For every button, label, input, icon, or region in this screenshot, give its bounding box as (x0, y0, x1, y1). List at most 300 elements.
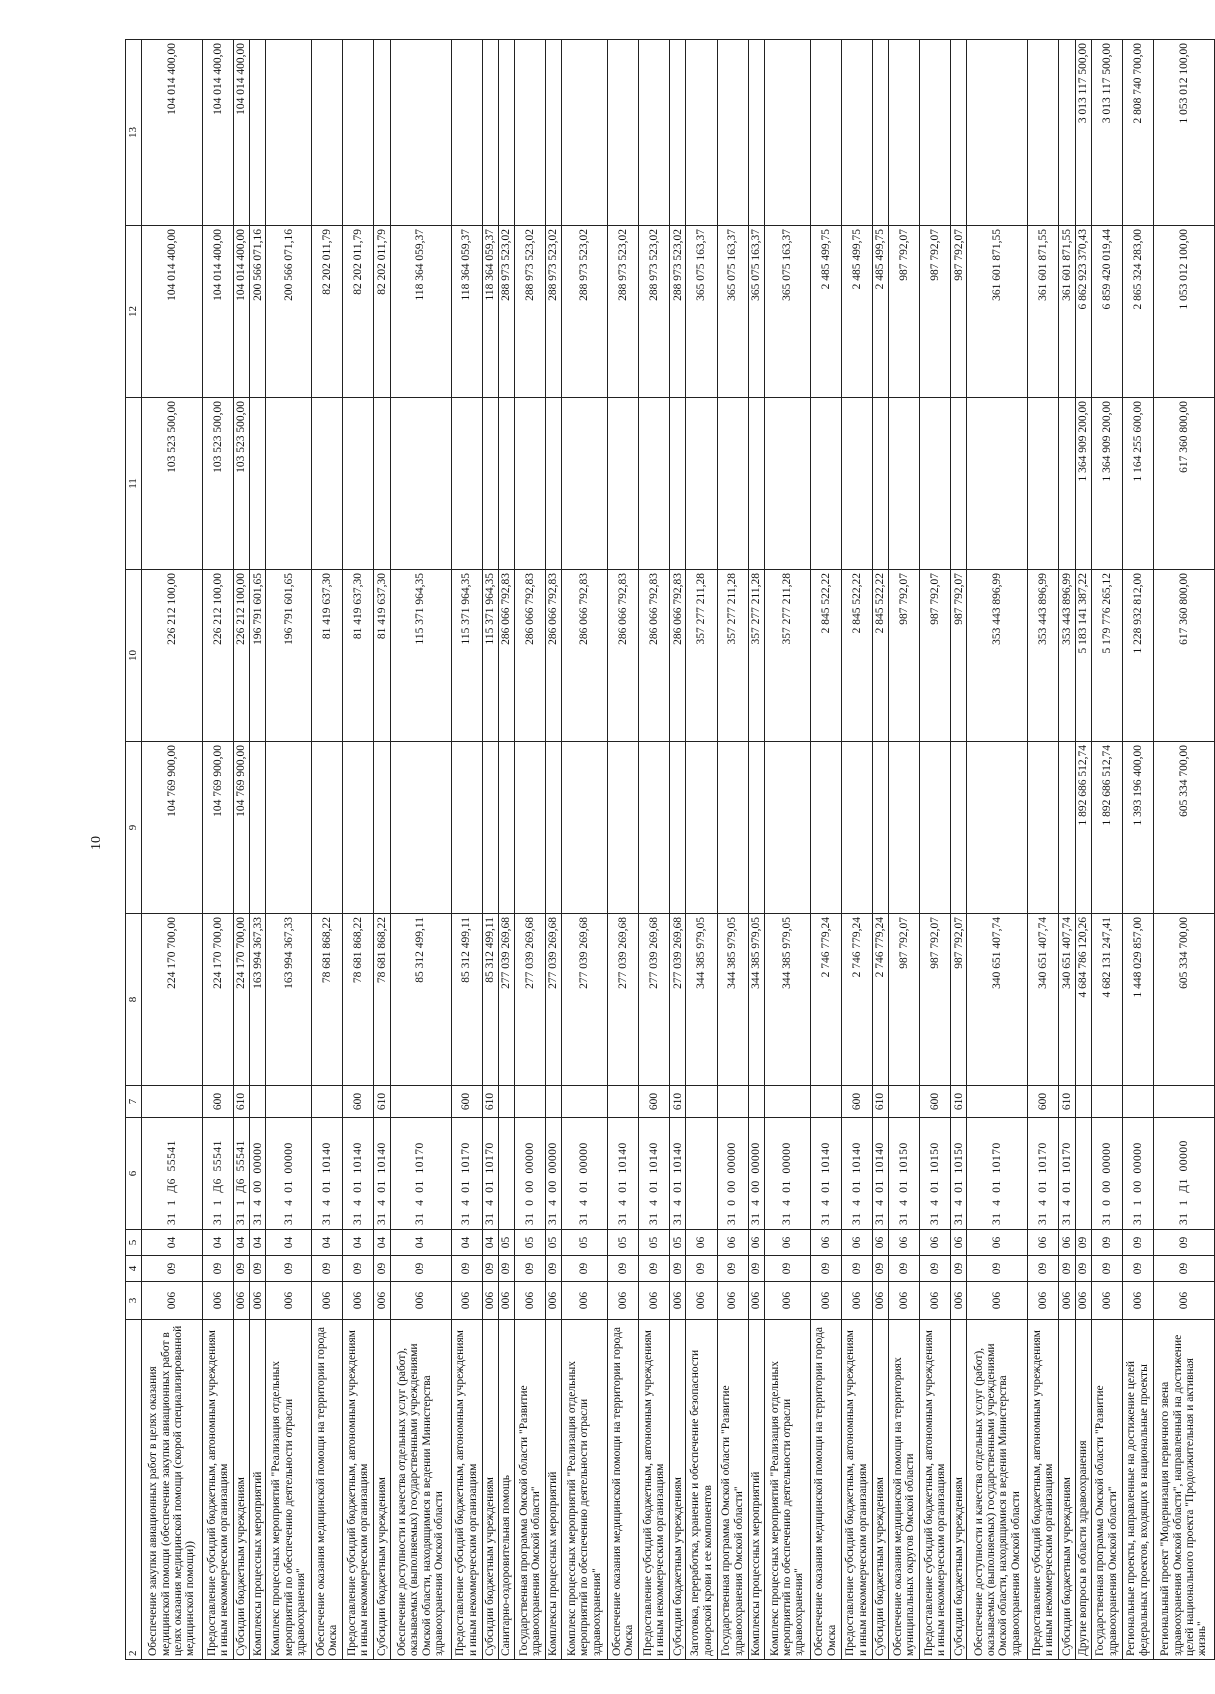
cell-subsection: 06 (717, 1230, 748, 1256)
table-row (967, 40, 1028, 1660)
header-col-8: 8 (126, 914, 142, 1086)
cell-section: 09 (514, 1256, 545, 1282)
cell-ministry-code: 006 (686, 1282, 717, 1320)
cell-subsection: 04 (142, 1230, 203, 1256)
cell-ministry-code: 006 (764, 1282, 810, 1320)
cell-expense-type (686, 1086, 717, 1118)
cell-amount-col-11: 103 523 500,00 (142, 398, 203, 570)
cell-amount-col-8: 163 994 367,33 (250, 914, 266, 1086)
cell-amount-col-11: 1 164 255 600,00 (1122, 398, 1153, 570)
cell-amount-col-11 (312, 398, 343, 570)
cell-amount-col-10: 81 419 637,30 (312, 570, 343, 742)
cell-amount-col-11: 1 364 909 200,00 (1091, 398, 1122, 570)
cell-amount-col-11 (748, 398, 764, 570)
row-name: Предоставление субсидий бюджетным, автономным учреждениям и иным некоммерческим организациям (343, 1320, 374, 1660)
cell-target-article: 31 4 01 10140 (810, 1118, 841, 1230)
cell-expense-type: 610 (670, 1086, 686, 1118)
cell-section: 09 (546, 1256, 562, 1282)
cell-ministry-code: 006 (546, 1282, 562, 1320)
cell-amount-col-9: 1 393 196 400,00 (1122, 742, 1153, 914)
cell-amount-col-8: 987 792,07 (889, 914, 920, 1086)
table-row (872, 40, 888, 1660)
cell-amount-col-9 (451, 742, 482, 914)
cell-amount-col-10: 987 792,07 (889, 570, 920, 742)
cell-section: 09 (1153, 1256, 1214, 1282)
cell-expense-type (717, 1086, 748, 1118)
cell-amount-col-13: 1 053 012 100,00 (1153, 40, 1214, 226)
row-name: Комплекс процессных мероприятий "Реализация отдельных мероприятий по обеспечению деятельности отрасли здравоохранения" (562, 1320, 608, 1660)
cell-amount-col-9 (967, 742, 1028, 914)
cell-ministry-code: 006 (1075, 1282, 1091, 1320)
cell-subsection: 05 (670, 1230, 686, 1256)
header-col-5: 5 (126, 1230, 142, 1256)
cell-section: 09 (841, 1256, 872, 1282)
cell-amount-col-8: 277 039 269,68 (546, 914, 562, 1086)
cell-subsection: 06 (1028, 1230, 1059, 1256)
cell-section: 09 (390, 1256, 451, 1282)
cell-amount-col-12: 104 014 400,00 (142, 226, 203, 398)
cell-section: 09 (374, 1256, 390, 1282)
table-row (670, 40, 686, 1660)
cell-amount-col-10: 2 845 522,22 (841, 570, 872, 742)
header-row (126, 40, 142, 1660)
cell-subsection: 09 (1153, 1230, 1214, 1256)
cell-amount-col-11 (717, 398, 748, 570)
cell-amount-col-8: 344 385 979,05 (717, 914, 748, 1086)
cell-ministry-code: 006 (951, 1282, 967, 1320)
table-row (250, 40, 266, 1660)
cell-amount-col-8: 344 385 979,05 (686, 914, 717, 1086)
table-row (266, 40, 312, 1660)
cell-expense-type (1153, 1086, 1214, 1118)
cell-amount-col-12: 987 792,07 (920, 226, 951, 398)
cell-target-article: 31 0 00 00000 (1091, 1118, 1122, 1230)
cell-amount-col-8: 987 792,07 (951, 914, 967, 1086)
cell-amount-col-10: 196 791 601,65 (250, 570, 266, 742)
cell-amount-col-11 (920, 398, 951, 570)
cell-target-article (1075, 1118, 1091, 1230)
header-col-6: 6 (126, 1118, 142, 1230)
row-name: Предоставление субсидий бюджетным, автономным учреждениям и иным некоммерческим организациям (451, 1320, 482, 1660)
cell-amount-col-12: 365 075 163,37 (717, 226, 748, 398)
cell-amount-col-12: 987 792,07 (889, 226, 920, 398)
cell-ministry-code: 006 (1122, 1282, 1153, 1320)
header-col-10: 10 (126, 570, 142, 742)
cell-amount-col-11 (451, 398, 482, 570)
cell-amount-col-13 (514, 40, 545, 226)
cell-amount-col-8: 277 039 269,68 (608, 914, 639, 1086)
cell-section: 09 (250, 1256, 266, 1282)
header-col-12: 12 (126, 226, 142, 398)
cell-subsection: 04 (451, 1230, 482, 1256)
cell-amount-col-12: 118 364 059,37 (482, 226, 498, 398)
row-name: Субсидии бюджетным учреждениям (374, 1320, 390, 1660)
cell-amount-col-10: 81 419 637,30 (374, 570, 390, 742)
cell-amount-col-9 (872, 742, 888, 914)
cell-ministry-code: 006 (482, 1282, 498, 1320)
cell-target-article: 31 4 01 10150 (889, 1118, 920, 1230)
cell-section: 09 (1028, 1256, 1059, 1282)
cell-section: 09 (343, 1256, 374, 1282)
cell-subsection: 05 (562, 1230, 608, 1256)
cell-amount-col-12: 104 014 400,00 (234, 226, 250, 398)
cell-amount-col-10: 617 360 800,00 (1153, 570, 1214, 742)
cell-amount-col-12: 365 075 163,37 (748, 226, 764, 398)
cell-expense-type (967, 1086, 1028, 1118)
cell-amount-col-9 (312, 742, 343, 914)
cell-section: 09 (312, 1256, 343, 1282)
cell-amount-col-12: 288 973 523,02 (608, 226, 639, 398)
row-name: Государственная программа Омской области "Развитие здравоохранения Омской области" (1091, 1320, 1122, 1660)
cell-amount-col-12: 361 601 871,55 (1028, 226, 1059, 398)
cell-amount-col-13 (686, 40, 717, 226)
row-name: Предоставление субсидий бюджетным, автономным учреждениям и иным некоммерческим организациям (920, 1320, 951, 1660)
cell-amount-col-8: 4 682 131 247,41 (1091, 914, 1122, 1086)
header-col-2: 2 (126, 1320, 142, 1660)
cell-amount-col-12: 288 973 523,02 (514, 226, 545, 398)
cell-amount-col-8: 224 170 700,00 (202, 914, 233, 1086)
cell-expense-type: 600 (841, 1086, 872, 1118)
row-name: Субсидии бюджетным учреждениям (872, 1320, 888, 1660)
cell-section: 09 (920, 1256, 951, 1282)
cell-ministry-code: 006 (967, 1282, 1028, 1320)
cell-amount-col-10: 2 845 522,22 (872, 570, 888, 742)
table-row (1091, 40, 1122, 1660)
cell-section: 09 (608, 1256, 639, 1282)
page-number: 10 (89, 836, 104, 850)
cell-subsection: 06 (1059, 1230, 1075, 1256)
cell-section: 09 (1075, 1256, 1091, 1282)
cell-expense-type (608, 1086, 639, 1118)
cell-amount-col-12: 1 053 012 100,00 (1153, 226, 1214, 398)
cell-section: 09 (1059, 1256, 1075, 1282)
cell-target-article: 31 4 01 10170 (390, 1118, 451, 1230)
table-row (343, 40, 374, 1660)
cell-amount-col-12: 82 202 011,79 (374, 226, 390, 398)
row-name: Обеспечение оказания медицинской помощи на территориях муниципальных округов Омской области (889, 1320, 920, 1660)
cell-amount-col-12: 118 364 059,37 (451, 226, 482, 398)
cell-ministry-code: 006 (1153, 1282, 1214, 1320)
cell-amount-col-8: 4 684 786 120,26 (1075, 914, 1091, 1086)
cell-amount-col-12: 361 601 871,55 (1059, 226, 1075, 398)
row-name: Региональный проект "Модернизация первичного звена здравоохранения Омской области", направленный на достижение целей национального проекта "Продолжительная и активная жизнь" (1153, 1320, 1214, 1660)
cell-subsection: 04 (266, 1230, 312, 1256)
cell-target-article: 31 4 01 10170 (1059, 1118, 1075, 1230)
cell-amount-col-13 (343, 40, 374, 226)
cell-amount-col-13: 2 808 740 700,00 (1122, 40, 1153, 226)
cell-ministry-code: 006 (748, 1282, 764, 1320)
cell-expense-type: 600 (451, 1086, 482, 1118)
header-col-4: 4 (126, 1256, 142, 1282)
cell-amount-col-13 (1059, 40, 1075, 226)
table-body (142, 40, 1215, 1660)
cell-amount-col-8: 2 746 779,24 (872, 914, 888, 1086)
cell-expense-type (1122, 1086, 1153, 1118)
row-name: Обеспечение доступности и качества отдельных услуг (работ), оказываемых (выполняемых) государственными учреждениями Омской области, находящимися в ведении Министерства здравоохранения Омской области (967, 1320, 1028, 1660)
cell-amount-col-12: 288 973 523,02 (546, 226, 562, 398)
cell-expense-type (142, 1086, 203, 1118)
cell-target-article: 31 1 00 00000 (1122, 1118, 1153, 1230)
cell-section: 09 (482, 1256, 498, 1282)
cell-amount-col-13 (546, 40, 562, 226)
cell-amount-col-11 (1059, 398, 1075, 570)
cell-target-article: 31 0 00 00000 (717, 1118, 748, 1230)
rotated-table-container (125, 40, 1215, 1660)
cell-ministry-code: 006 (920, 1282, 951, 1320)
cell-amount-col-8: 2 746 779,24 (841, 914, 872, 1086)
cell-target-article: 31 4 01 00000 (562, 1118, 608, 1230)
cell-amount-col-9 (498, 742, 514, 914)
cell-amount-col-13 (374, 40, 390, 226)
row-name: Другие вопросы в области здравоохранения (1075, 1320, 1091, 1660)
cell-ministry-code: 006 (1059, 1282, 1075, 1320)
cell-amount-col-10: 357 277 211,28 (686, 570, 717, 742)
table-row (889, 40, 920, 1660)
cell-amount-col-13 (608, 40, 639, 226)
cell-subsection: 05 (514, 1230, 545, 1256)
cell-section: 09 (810, 1256, 841, 1282)
cell-target-article: 31 4 01 10170 (482, 1118, 498, 1230)
cell-expense-type (889, 1086, 920, 1118)
row-name: Предоставление субсидий бюджетным, автономным учреждениям и иным некоммерческим организациям (841, 1320, 872, 1660)
cell-amount-col-10: 115 371 964,35 (451, 570, 482, 742)
cell-section: 09 (142, 1256, 203, 1282)
cell-amount-col-13 (764, 40, 810, 226)
cell-section: 09 (686, 1256, 717, 1282)
table-row (514, 40, 545, 1660)
cell-amount-col-13: 104 014 400,00 (202, 40, 233, 226)
table-row (234, 40, 250, 1660)
cell-subsection: 06 (920, 1230, 951, 1256)
cell-target-article: 31 4 00 00000 (546, 1118, 562, 1230)
cell-amount-col-9 (951, 742, 967, 914)
row-name: Комплекс процессных мероприятий "Реализация отдельных мероприятий по обеспечению деятельности отрасли здравоохранения" (764, 1320, 810, 1660)
row-name: Санитарно-оздоровительная помощь (498, 1320, 514, 1660)
cell-amount-col-11: 1 364 909 200,00 (1075, 398, 1091, 570)
cell-ministry-code: 006 (451, 1282, 482, 1320)
cell-amount-col-13: 104 014 400,00 (234, 40, 250, 226)
row-name: Обеспечение оказания медицинской помощи на территории города Омска (312, 1320, 343, 1660)
cell-amount-col-10: 286 066 792,83 (514, 570, 545, 742)
cell-target-article: 31 1 Д6 55541 (234, 1118, 250, 1230)
cell-section: 09 (1122, 1256, 1153, 1282)
cell-amount-col-11 (872, 398, 888, 570)
cell-expense-type: 600 (639, 1086, 670, 1118)
table-row (920, 40, 951, 1660)
cell-expense-type: 600 (920, 1086, 951, 1118)
cell-amount-col-8: 340 651 407,74 (967, 914, 1028, 1086)
cell-subsection: 05 (639, 1230, 670, 1256)
cell-amount-col-9: 104 769 900,00 (142, 742, 203, 914)
table-row (546, 40, 562, 1660)
cell-target-article: 31 4 01 10140 (343, 1118, 374, 1230)
table-row (498, 40, 514, 1660)
cell-subsection: 06 (841, 1230, 872, 1256)
table-row (639, 40, 670, 1660)
cell-ministry-code: 006 (514, 1282, 545, 1320)
cell-amount-col-8: 78 681 868,22 (343, 914, 374, 1086)
cell-amount-col-8: 163 994 367,33 (266, 914, 312, 1086)
header-col-3: 3 (126, 1282, 142, 1320)
cell-target-article: 31 1 Д1 00000 (1153, 1118, 1214, 1230)
cell-amount-col-11 (514, 398, 545, 570)
cell-amount-col-12: 82 202 011,79 (312, 226, 343, 398)
cell-amount-col-9 (562, 742, 608, 914)
cell-target-article: 31 4 01 10170 (967, 1118, 1028, 1230)
table-row (482, 40, 498, 1660)
cell-amount-col-8: 78 681 868,22 (312, 914, 343, 1086)
table-row (748, 40, 764, 1660)
cell-target-article (686, 1118, 717, 1230)
cell-amount-col-10: 357 277 211,28 (717, 570, 748, 742)
header-col-9: 9 (126, 742, 142, 914)
cell-subsection: 04 (374, 1230, 390, 1256)
cell-subsection: 05 (498, 1230, 514, 1256)
cell-amount-col-10: 196 791 601,65 (266, 570, 312, 742)
cell-target-article: 31 1 Д6 55541 (202, 1118, 233, 1230)
cell-amount-col-9 (343, 742, 374, 914)
cell-expense-type: 610 (1059, 1086, 1075, 1118)
cell-ministry-code: 006 (312, 1282, 343, 1320)
cell-subsection: 06 (686, 1230, 717, 1256)
cell-expense-type (250, 1086, 266, 1118)
table-row (312, 40, 343, 1660)
cell-amount-col-11: 103 523 500,00 (202, 398, 233, 570)
cell-subsection: 09 (1122, 1230, 1153, 1256)
cell-subsection: 09 (1091, 1230, 1122, 1256)
cell-amount-col-9 (810, 742, 841, 914)
row-name: Комплексы процессных мероприятий (748, 1320, 764, 1660)
cell-amount-col-10: 286 066 792,83 (562, 570, 608, 742)
cell-amount-col-9 (1028, 742, 1059, 914)
cell-expense-type: 610 (374, 1086, 390, 1118)
table-row (608, 40, 639, 1660)
cell-subsection: 05 (608, 1230, 639, 1256)
budget-table (125, 39, 1215, 1660)
cell-amount-col-11 (841, 398, 872, 570)
cell-amount-col-11 (639, 398, 670, 570)
cell-target-article: 31 4 01 10140 (670, 1118, 686, 1230)
table-row (1059, 40, 1075, 1660)
cell-amount-col-10: 115 371 964,35 (482, 570, 498, 742)
cell-amount-col-9: 1 892 686 512,74 (1091, 742, 1122, 914)
cell-section: 09 (639, 1256, 670, 1282)
cell-amount-col-10: 286 066 792,83 (498, 570, 514, 742)
cell-section: 09 (498, 1256, 514, 1282)
cell-amount-col-13 (670, 40, 686, 226)
cell-amount-col-12: 288 973 523,02 (498, 226, 514, 398)
cell-target-article: 31 4 01 10150 (951, 1118, 967, 1230)
cell-target-article: 31 1 Д6 55541 (142, 1118, 203, 1230)
cell-amount-col-8: 340 651 407,74 (1028, 914, 1059, 1086)
cell-target-article (498, 1118, 514, 1230)
cell-amount-col-11 (1028, 398, 1059, 570)
cell-amount-col-10: 226 212 100,00 (234, 570, 250, 742)
cell-amount-col-11 (266, 398, 312, 570)
cell-amount-col-8: 85 312 499,11 (451, 914, 482, 1086)
cell-ministry-code: 006 (1091, 1282, 1122, 1320)
table-row (390, 40, 451, 1660)
cell-amount-col-11 (764, 398, 810, 570)
row-name: Обеспечение закупки авиационных работ в целях оказания медицинской помощи (обеспечение закупки авиационных работ в целях оказания медицинской помощи (скорой специализированной медицинской помощи)) (142, 1320, 203, 1660)
cell-ministry-code: 006 (717, 1282, 748, 1320)
cell-amount-col-9 (920, 742, 951, 914)
cell-amount-col-9 (608, 742, 639, 914)
cell-target-article: 31 4 00 00000 (748, 1118, 764, 1230)
cell-amount-col-9 (390, 742, 451, 914)
cell-amount-col-13 (562, 40, 608, 226)
cell-subsection: 04 (343, 1230, 374, 1256)
cell-amount-col-8: 78 681 868,22 (374, 914, 390, 1086)
cell-expense-type (562, 1086, 608, 1118)
cell-section: 09 (889, 1256, 920, 1282)
cell-amount-col-9 (889, 742, 920, 914)
cell-amount-col-12: 2 865 324 283,00 (1122, 226, 1153, 398)
cell-amount-col-10: 226 212 100,00 (202, 570, 233, 742)
cell-ministry-code: 006 (841, 1282, 872, 1320)
table-row (562, 40, 608, 1660)
cell-amount-col-9 (482, 742, 498, 914)
cell-target-article: 31 4 01 10140 (312, 1118, 343, 1230)
table-row (1122, 40, 1153, 1660)
cell-subsection: 06 (872, 1230, 888, 1256)
cell-subsection: 05 (546, 1230, 562, 1256)
cell-amount-col-11 (889, 398, 920, 570)
cell-amount-col-10: 5 183 141 387,22 (1075, 570, 1091, 742)
cell-amount-col-11 (482, 398, 498, 570)
cell-ministry-code: 006 (608, 1282, 639, 1320)
cell-amount-col-8: 224 170 700,00 (142, 914, 203, 1086)
row-name: Заготовка, переработка, хранение и обеспечение безопасности донорской крови и ее компонентов (686, 1320, 717, 1660)
cell-amount-col-12: 288 973 523,02 (639, 226, 670, 398)
header-col-13: 13 (126, 40, 142, 226)
cell-section: 09 (202, 1256, 233, 1282)
cell-amount-col-13 (266, 40, 312, 226)
cell-amount-col-12: 6 859 420 019,44 (1091, 226, 1122, 398)
cell-section: 09 (764, 1256, 810, 1282)
cell-amount-col-8: 987 792,07 (920, 914, 951, 1086)
cell-subsection: 04 (234, 1230, 250, 1256)
cell-amount-col-13 (920, 40, 951, 226)
cell-target-article: 31 4 00 00000 (250, 1118, 266, 1230)
table-row (951, 40, 967, 1660)
cell-amount-col-12: 2 485 499,75 (841, 226, 872, 398)
cell-expense-type (764, 1086, 810, 1118)
cell-amount-col-11 (951, 398, 967, 570)
header-col-7: 7 (126, 1086, 142, 1118)
table-row (374, 40, 390, 1660)
cell-ministry-code: 006 (343, 1282, 374, 1320)
cell-expense-type: 600 (343, 1086, 374, 1118)
cell-amount-col-13: 104 014 400,00 (142, 40, 203, 226)
cell-expense-type (546, 1086, 562, 1118)
cell-amount-col-11 (390, 398, 451, 570)
cell-amount-col-9: 104 769 900,00 (202, 742, 233, 914)
cell-amount-col-8: 2 746 779,24 (810, 914, 841, 1086)
cell-amount-col-10: 987 792,07 (951, 570, 967, 742)
cell-ministry-code: 006 (639, 1282, 670, 1320)
cell-amount-col-9 (374, 742, 390, 914)
row-name: Предоставление субсидий бюджетным, автономным учреждениям и иным некоммерческим организациям (639, 1320, 670, 1660)
cell-amount-col-12: 200 566 071,16 (266, 226, 312, 398)
cell-amount-col-11: 617 360 800,00 (1153, 398, 1214, 570)
cell-target-article: 31 4 01 10150 (920, 1118, 951, 1230)
row-name: Обеспечение оказания медицинской помощи на территории города Омска (608, 1320, 639, 1660)
cell-amount-col-13 (451, 40, 482, 226)
cell-ministry-code: 006 (202, 1282, 233, 1320)
cell-subsection: 06 (810, 1230, 841, 1256)
cell-amount-col-13 (1028, 40, 1059, 226)
